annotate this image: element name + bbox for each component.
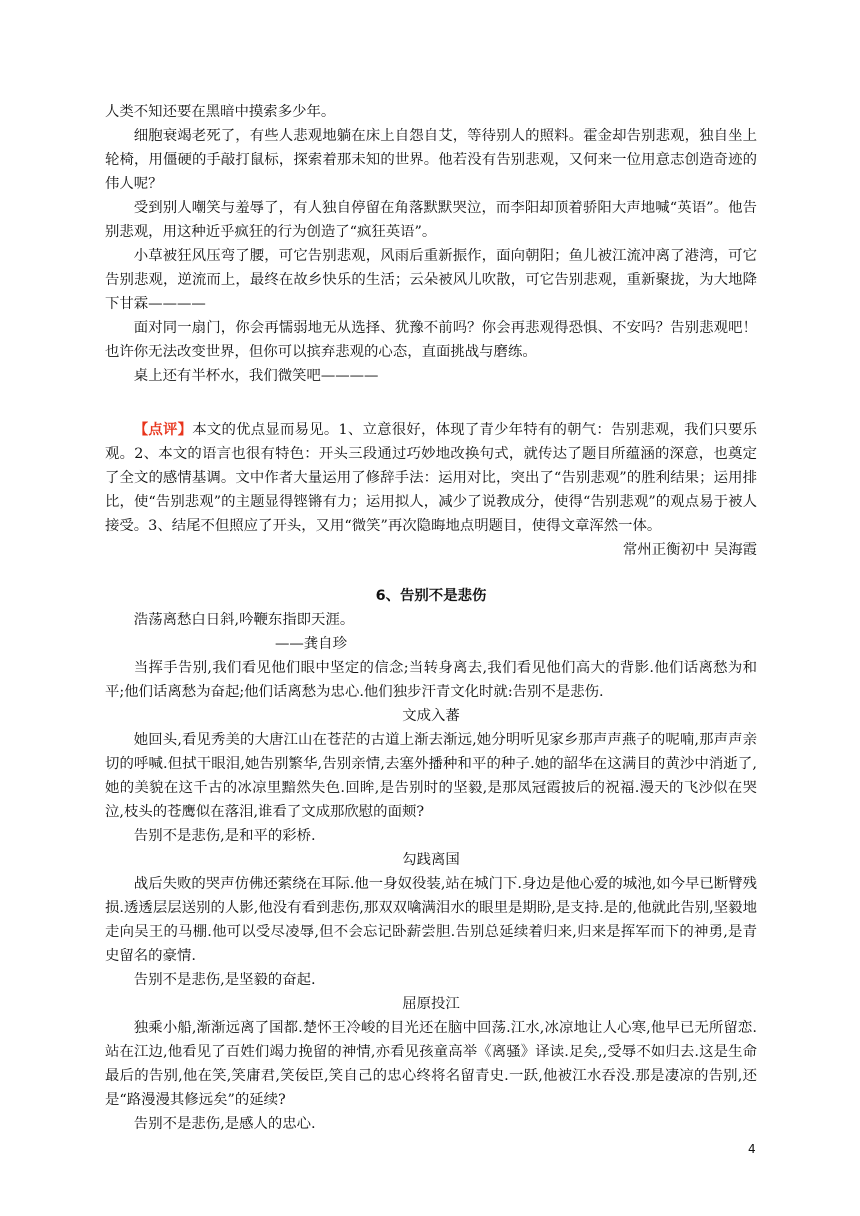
- section-heading: 屈原投江: [402, 996, 460, 1012]
- paragraph: 桌上还有半杯水，我们微笑吧————: [133, 368, 379, 384]
- section-conclusion: 告别不是悲伤,是感人的忠心.: [133, 1116, 316, 1132]
- comment-paragraph: [105, 418, 757, 538]
- signature: 常州正衡初中 吴海霞: [622, 542, 757, 558]
- section-heading: 勾践离国: [402, 852, 460, 868]
- intro-paragraph: 当挥手告别,我们看见他们眼中坚定的信念;当转身离去,我们看见他们高大的背影.他们话离愁为和平;他们话离愁为奋起;他们话离愁为忠心.他们独步汗青文化时就:告别不是悲伤.: [105, 660, 757, 700]
- paragraph: 面对同一扇门，你会再懦弱地无从选择、犹豫不前吗？你会再悲观得恐惧、不安吗？告别悲观吧！也许你无法改变世界，但你可以摈弃悲观的心态，直面挑战与磨练。: [105, 320, 757, 360]
- paragraph: 人类不知还要在黑暗中摸索多少年。: [105, 104, 336, 120]
- page-content: [105, 100, 757, 1136]
- comment-label: 【点评】: [133, 421, 193, 438]
- epigraph-attribution: ——龚自珍: [275, 636, 347, 652]
- page-number: 4: [748, 1142, 756, 1156]
- paragraph: 细胞衰竭老死了，有些人悲观地躺在床上自怨自艾，等待别人的照料。霍金却告别悲观，独自坐上轮椅，用僵硬的手敲打鼠标，探索着那未知的世界。他若没有告别悲观，又何来一位用意志创造奇迹的伟人呢？: [105, 128, 757, 192]
- epigraph: 浩荡离愁白日斜,吟鞭东指即天涯。: [133, 612, 355, 628]
- comment-text: 本文的优点显而易见。1、立意很好，体现了青少年特有的朝气：告别悲观，我们只要乐观。2、本文的语言也很有特色：开头三段通过巧妙地改换句式，就传达了题目所蕴涵的深意，也奠定了全文的感情基调。文中作者大量运用了修辞手法：运用对比，突出了“告别悲观”的胜利结果；运用排比，使“告别悲观”的主题显得铿锵有力；运用拟人，减少了说教成分，使得“告别悲观”的观点易于被人接受。3、结尾不但照应了开头，又用“微笑”再次隐晦地点明题目，使得文章浑然一体。: [105, 422, 757, 534]
- paragraph: 受到别人嘲笑与羞辱了，有人独自停留在角落默默哭泣，而李阳却顶着骄阳大声地喊“英语”。他告别悲观，用这种近乎疯狂的行为创造了“疯狂英语”。: [105, 200, 757, 240]
- section-body: 独乘小船,渐渐远离了国都.楚怀王冷峻的目光还在脑中回荡.江水,冰凉地让人心寒,他早已无所留恋.站在江边,他看见了百姓们竭力挽留的神情,亦看见孩童高举《离骚》译读.足矣,,受辱不如归去.这是生命最后的告别,他在笑,笑庸君,笑佞臣,笑自己的忠心终将名留青史.一跃,他被江水吞没.那是凄凉的告别,还是“路漫漫其修远矣”的延续?: [105, 1020, 757, 1108]
- section-body: 她回头,看见秀美的大唐江山在苍茫的古道上渐去渐远,她分明听见家乡那声声燕子的呢喃,那声声亲切的呼喊.但拭干眼泪,她告别繁华,告别亲情,去塞外播种和平的种子.她的韶华在这满目的黄沙中消逝了,她的美貌在这千古的冰凉里黯然失色.回眸,是告别时的坚毅,是那凤冠霞披后的祝福.漫天的飞沙似在哭泣,枝头的苍鹰似在落泪,谁看了文成那欣慰的面颊?: [105, 732, 757, 820]
- spacer: [105, 388, 757, 418]
- paragraph: 小草被狂风压弯了腰，可它告别悲观，风雨后重新振作，面向朝阳；鱼儿被江流冲离了港湾，可它告别悲观，逆流而上，最终在故乡快乐的生活；云朵被风儿吹散，可它告别悲观，重新聚拢，为大地降下甘霖————: [105, 248, 757, 312]
- spacer: [105, 562, 757, 584]
- section-heading: 文成入蕃: [402, 708, 460, 724]
- essay-title: 6、告别不是悲伤: [375, 588, 487, 604]
- section-conclusion: 告别不是悲伤,是和平的彩桥.: [133, 828, 316, 844]
- section-body: 战后失败的哭声仿佛还萦绕在耳际.他一身奴役装,站在城门下.身边是他心爱的城池,如今早已断臂残损.透透层层送别的人影,他没有看到悲伤,那双双噙满泪水的眼里是期盼,是支持.是的,他就此告别,坚毅地走向吴王的马棚.他可以受尽凌辱,但不会忘记卧薪尝胆.告别总延续着归来,归来是挥军而下的神勇,是青史留名的豪情.: [105, 876, 757, 964]
- section-conclusion: 告别不是悲伤,是坚毅的奋起.: [133, 972, 316, 988]
